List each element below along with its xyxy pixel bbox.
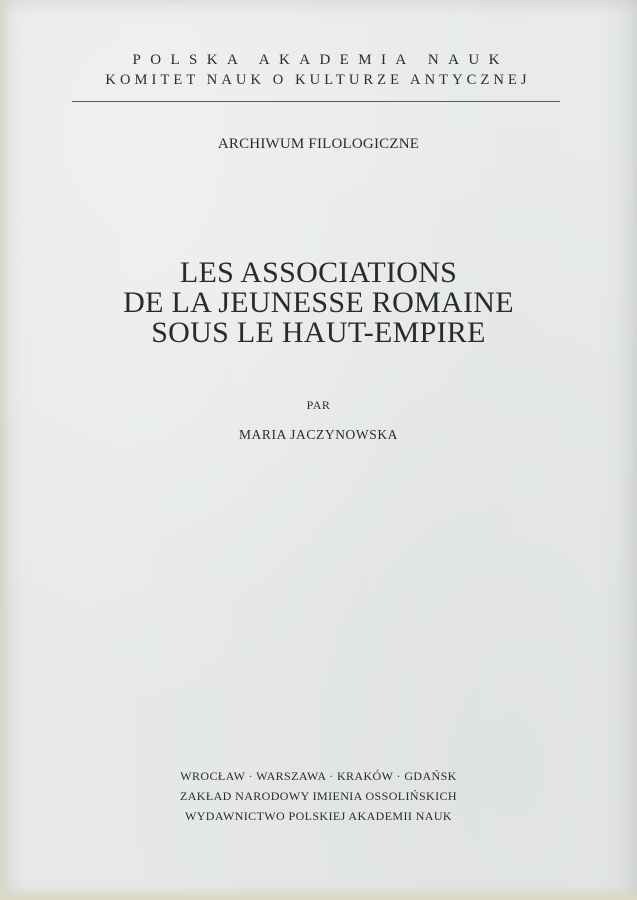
publisher-line: WYDAWNICTWO POLSKIEJ AKADEMII NAUK (185, 809, 452, 823)
publisher-line: ZAKŁAD NARODOWY IMIENIA OSSOLIŃSKICH (180, 789, 457, 803)
paper-edge-bottom (0, 888, 637, 900)
author-name: MARIA JACZYNOWSKA (238, 427, 399, 442)
committee-name: KOMITET NAUK O KULTURZE ANTYCZNEJ (105, 72, 531, 88)
by-label: PAR (306, 398, 331, 412)
book-title-line: LES ASSOCIATIONS (179, 256, 458, 289)
cover-header (72, 50, 560, 90)
publisher-block (0, 766, 637, 826)
book-title (0, 258, 637, 348)
book-title-line: SOUS LE HAUT-EMPIRE (151, 316, 486, 349)
header-rule (72, 101, 560, 102)
series-title: ARCHIWUM FILOLOGICZNE (217, 136, 420, 152)
paper-edge-left (0, 0, 10, 900)
book-title-line: DE LA JEUNESSE ROMAINE (123, 286, 514, 319)
publisher-cities: WROCŁAW · WARSZAWA · KRAKÓW · GDAŃSK (180, 769, 457, 783)
academy-name: POLSKA AKADEMIA NAUK (132, 52, 509, 68)
